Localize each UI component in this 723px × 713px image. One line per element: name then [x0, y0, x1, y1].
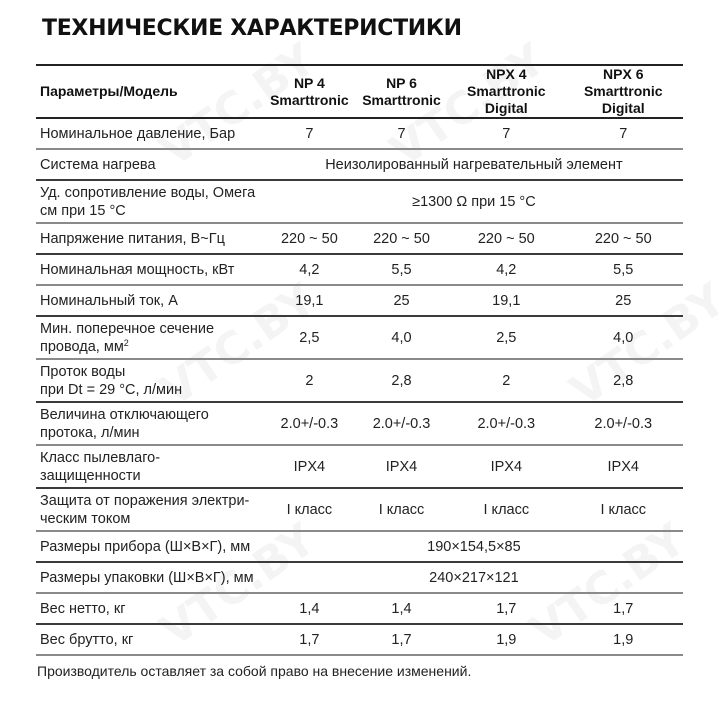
row-value: 4,0	[391, 329, 412, 346]
row-value: 2,8	[391, 372, 412, 389]
row-value: 1,4	[299, 600, 320, 617]
model-line1: NP 4	[293, 74, 325, 91]
row-label: Номинальное давление, Бар	[40, 125, 236, 142]
row-value: IPX4	[385, 458, 418, 475]
row-value: I класс	[600, 501, 647, 518]
row-value-span: 240×217×121	[429, 569, 519, 586]
row-value: IPX4	[607, 458, 639, 475]
row-value: 1,9	[613, 631, 634, 648]
row-label: Вес нетто, кг	[40, 600, 126, 617]
row-value: 2,8	[613, 372, 634, 389]
table-row	[36, 624, 683, 655]
header-model-np4	[265, 65, 354, 118]
table-row	[36, 402, 683, 445]
row-value: 220 ~ 50	[477, 230, 535, 247]
row-label: Номинальный ток, А	[40, 292, 178, 309]
row-label: Мин. поперечное сечение провода, $мм^2$	[40, 320, 215, 355]
row-value: 7	[619, 125, 628, 142]
model-line2: Smarttronic	[467, 83, 546, 99]
row-value: 1,7	[391, 631, 412, 648]
table-row	[36, 118, 683, 149]
model-line3: Digital	[484, 100, 528, 116]
model-line2: Smarttronic	[270, 91, 349, 108]
row-value: 7	[305, 125, 314, 142]
row-value: 2.0+/-0.3	[594, 415, 653, 432]
header-model-npx4	[449, 65, 563, 118]
model-line1: NPX 6	[603, 66, 644, 82]
row-label: Вес брутто, кг	[40, 631, 134, 648]
table-row	[36, 180, 683, 223]
row-label: Напряжение питания, В~Гц	[40, 230, 225, 247]
row-value: 2	[502, 372, 511, 389]
row-value: 25	[393, 292, 410, 309]
row-value: 19,1	[295, 292, 324, 309]
row-value: 25	[615, 292, 632, 309]
row-value: I класс	[483, 501, 530, 518]
row-value: 5,5	[613, 261, 634, 278]
row-value: 2	[305, 372, 314, 389]
row-value: 1,7	[613, 600, 634, 617]
model-line1: NP 6	[386, 74, 417, 91]
row-value: 4,0	[613, 329, 634, 346]
table-row	[36, 285, 683, 316]
row-value: 5,5	[391, 261, 412, 278]
table-row	[36, 316, 683, 359]
model-line2: Smarttronic	[583, 83, 663, 99]
header-param: Параметры/Модель	[40, 83, 178, 99]
row-label: Уд. сопротивление воды, Омега см при 15 °C	[40, 184, 256, 219]
row-value-span: ≥1300 Ω при 15 °C	[412, 193, 536, 210]
table-row	[36, 254, 683, 285]
table-header-row	[36, 65, 683, 118]
row-value: 1,4	[391, 600, 412, 617]
row-value: 1,7	[299, 631, 320, 648]
footer-note: Производитель оставляет за собой право на внесение изменений.	[37, 663, 472, 679]
row-value: IPX4	[293, 458, 326, 475]
row-label: Размеры упаковки (Ш×В×Г), мм	[40, 569, 254, 586]
page-title: ТЕХНИЧЕСКИЕ ХАРАКТЕРИСТИКИ	[42, 16, 462, 41]
model-line1: NPX 4	[486, 66, 527, 82]
table-row	[36, 488, 683, 531]
row-label: Размеры прибора (Ш×В×Г), мм	[40, 538, 251, 555]
model-line2: Smarttronic	[362, 91, 441, 108]
row-value: 1,7	[496, 600, 517, 617]
table-row	[36, 223, 683, 254]
row-label: Класс пылевлаго- защищенности	[40, 449, 161, 484]
header-model-npx6	[564, 65, 684, 118]
row-value: I класс	[378, 501, 425, 518]
table-row	[36, 359, 683, 402]
row-value-span: 190×154,5×85	[427, 538, 521, 555]
table-row	[36, 531, 683, 562]
row-value: 19,1	[492, 292, 521, 309]
row-value: 4,2	[299, 261, 320, 278]
row-value: 2.0+/-0.3	[372, 415, 431, 432]
row-value: 4,2	[496, 261, 517, 278]
row-value: 220 ~ 50	[594, 230, 652, 247]
row-value: 2.0+/-0.3	[477, 415, 536, 432]
header-model-np6	[354, 65, 449, 118]
model-line3: Digital	[601, 100, 645, 116]
row-label: Проток воды при Dt = 29 °C, л/мин	[40, 363, 183, 398]
table-row	[36, 593, 683, 624]
row-value: 2.0+/-0.3	[280, 415, 339, 432]
table-row	[36, 562, 683, 593]
row-label: Система нагрева	[40, 156, 156, 173]
row-value: I класс	[286, 501, 333, 518]
row-value: 2,5	[299, 329, 320, 346]
row-value-span: Неизолированный нагревательный элемент	[325, 156, 623, 173]
table-row	[36, 445, 683, 488]
row-value: 7	[397, 125, 406, 142]
row-value: 220 ~ 50	[373, 230, 430, 247]
row-value: 220 ~ 50	[280, 230, 338, 247]
row-label: Защита от поражения электри- ческим током	[40, 492, 250, 527]
row-value: 7	[502, 125, 511, 142]
specs-table	[36, 64, 683, 656]
row-label: Величина отключающего протока, л/мин	[40, 406, 209, 441]
row-value: IPX4	[490, 458, 523, 475]
row-value: 2,5	[496, 329, 517, 346]
table-row	[36, 149, 683, 180]
row-value: 1,9	[496, 631, 517, 648]
row-label: Номинальная мощность, кВт	[40, 261, 235, 278]
